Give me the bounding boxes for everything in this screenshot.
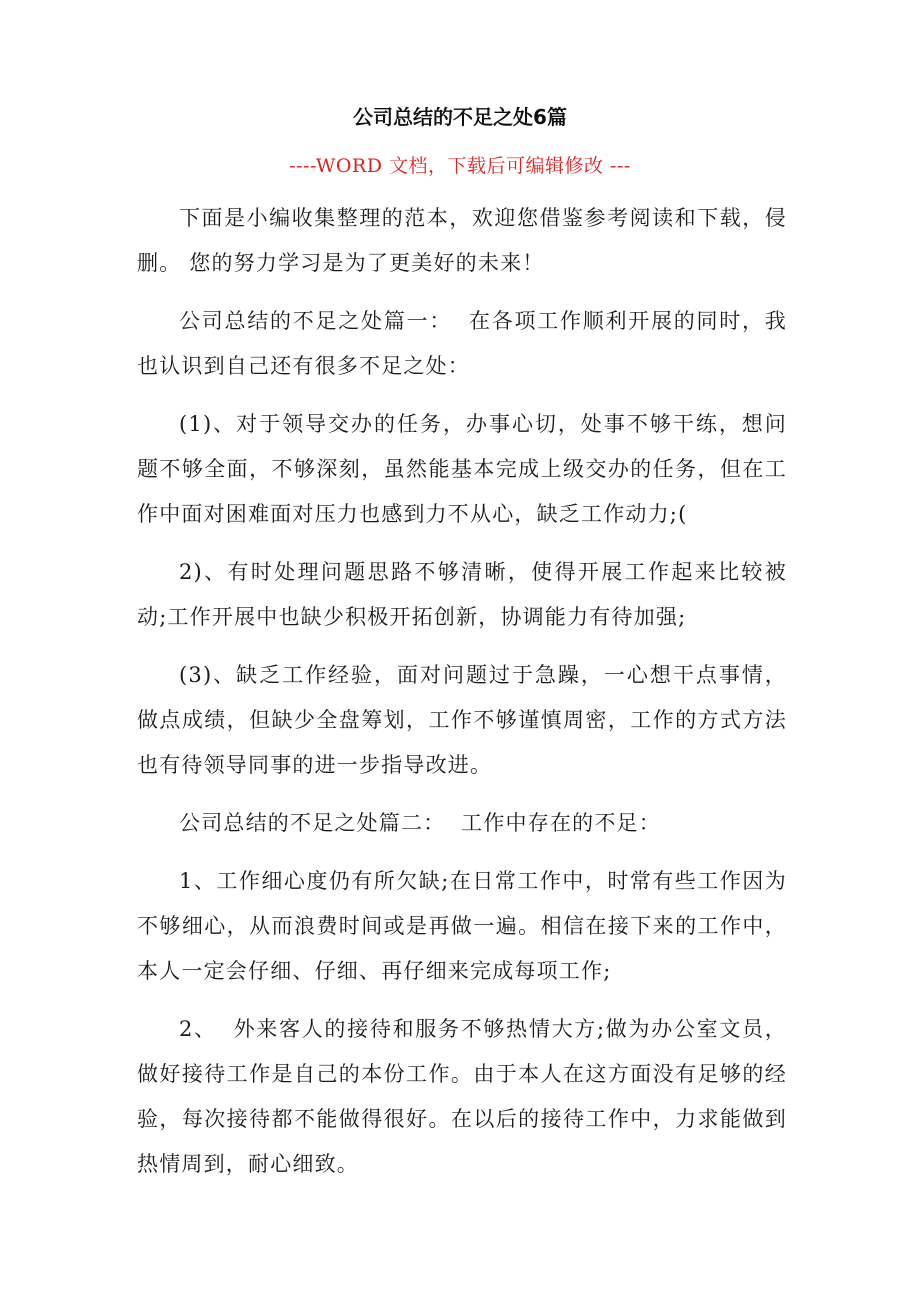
paragraph-point-2: 2)、有时处理问题思路不够清晰，使得开展工作起来比较被动;工作开展中也缺少积极开拓创新，协调能力有待加强;: [137, 560, 787, 629]
paragraph-intro: 下面是小编收集整理的范本，欢迎您借鉴参考阅读和下载，侵删。 您的努力学习是为了更美好的未来！: [137, 206, 787, 275]
paragraph-section-two-heading: 公司总结的不足之处篇二： 工作中存在的不足：: [179, 811, 661, 835]
paragraph-point-1: (1)、对于领导交办的任务，办事心切，处事不够干练，想问题不够全面，不够深刻，虽然能基本完成上级交办的任务，但在工作中面对困难面对压力也感到力不从心，缺乏工作动力;(: [137, 412, 787, 526]
paragraph-item-1: 1、工作细心度仍有所欠缺;在日常工作中，时常有些工作因为不够细心，从而浪费时间或是再做一遍。相信在接下来的工作中，本人一定会仔细、仔细、再仔细来完成每项工作;: [137, 869, 787, 983]
paragraph-point-3: (3)、缺乏工作经验，面对问题过于急躁，一心想干点事情，做点成绩，但缺少全盘筹划，工作不够谨慎周密，工作的方式方法也有待领导同事的进一步指导改进。: [137, 663, 787, 777]
page-title: 公司总结的不足之处6篇: [353, 105, 567, 129]
page-subtitle: ----WORD 文档，下载后可编辑修改 ---: [289, 155, 631, 177]
paragraph-item-2: 2、 外来客人的接待和服务不够热情大方;做为办公室文员，做好接待工作是自己的本份工作。由于本人在这方面没有足够的经验，每次接待都不能做得很好。在以后的接待工作中，力求能做到热情周到，耐心细致。: [137, 1017, 787, 1176]
document-body: [137, 196, 795, 1200]
paragraph-section-one-heading: 公司总结的不足之处篇一： 在各项工作顺利开展的同时，我 也认识到自己还有很多不足之处：: [137, 309, 795, 378]
